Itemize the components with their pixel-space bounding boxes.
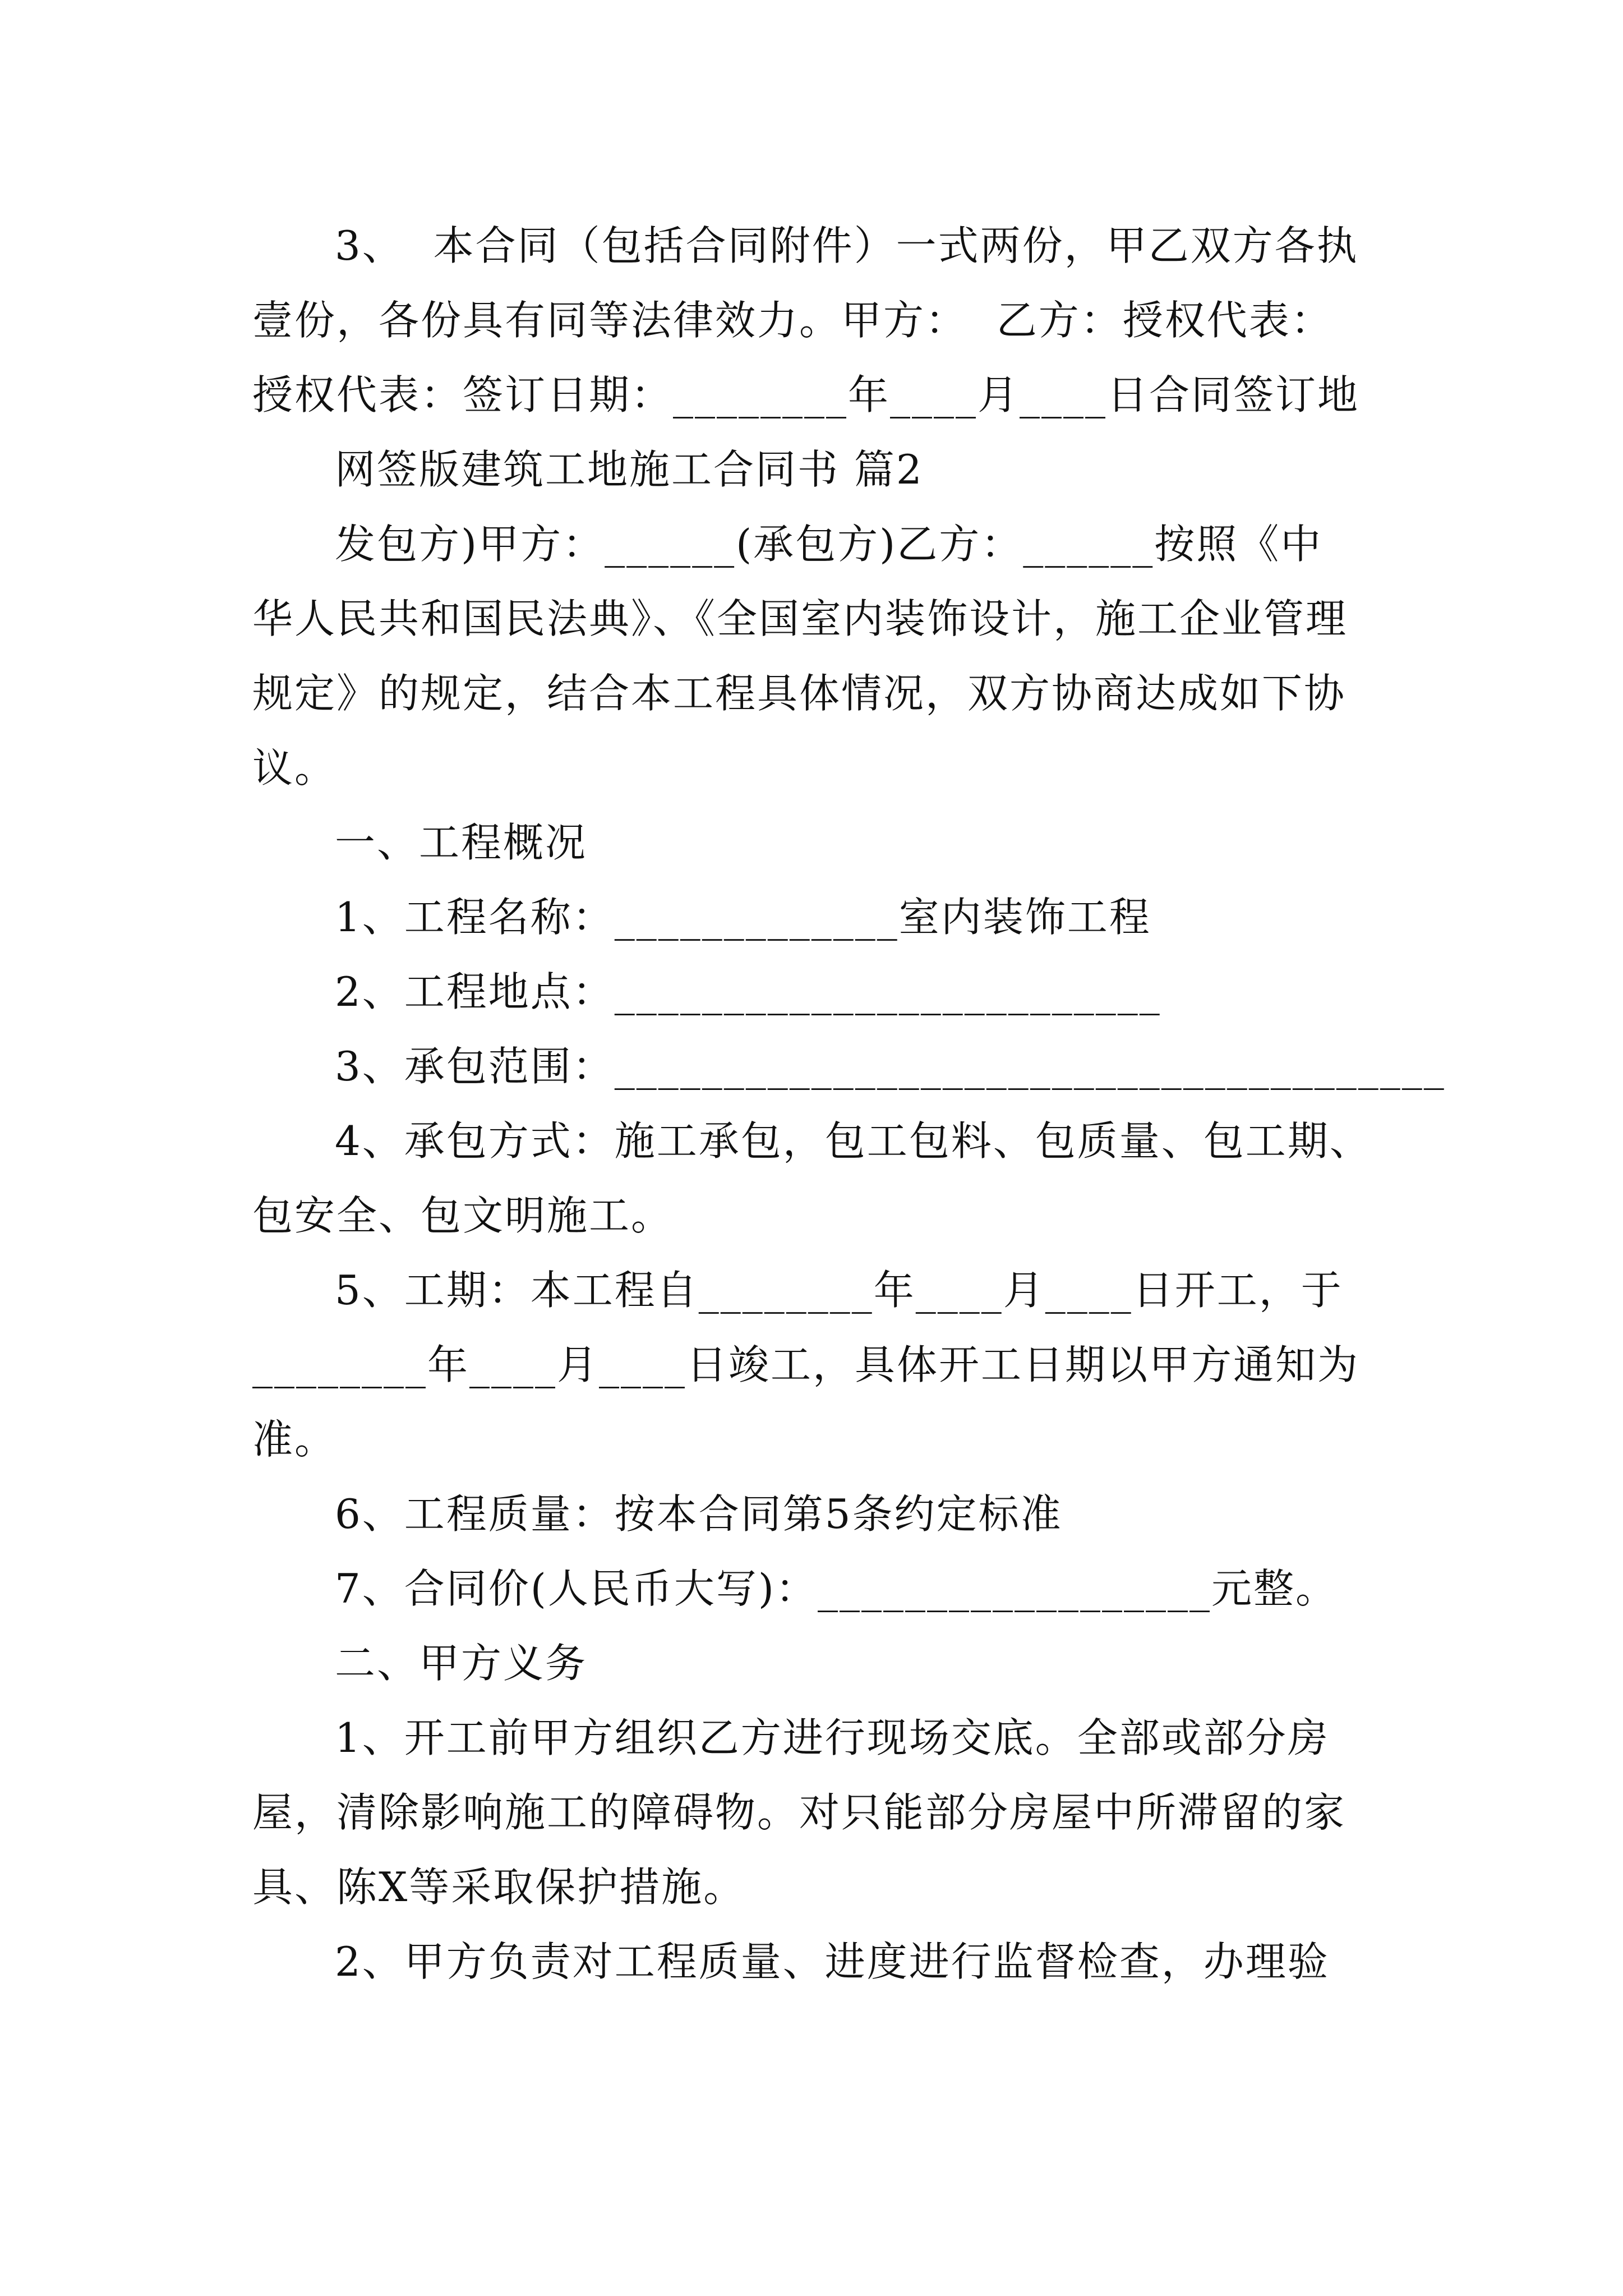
text-line-21: 1、开工前甲方组织乙方进行现场交底。全部或部分房: [335, 1714, 1330, 1761]
text-line-3: 授权代表：签订日期：________年____月____日合同签订地: [252, 371, 1360, 418]
text-line-7: 规定》的规定，结合本工程具体情况，双方协商达成如下协: [252, 670, 1347, 717]
text-line-2: 壹份，各份具有同等法律效力。甲方： 乙方：授权代表：: [252, 297, 1333, 344]
text-line-16: ________年____月____日竣工，具体开工日期以甲方通知为: [252, 1341, 1360, 1388]
text-line-11: 2、工程地点：_________________________: [335, 968, 1161, 1015]
text-line-19: 7、合同价(人民币大写)：__________________元整。: [335, 1565, 1338, 1612]
text-line-6: 华人民共和国民法典》、《全国室内装饰设计，施工企业管理: [252, 595, 1348, 642]
text-line-8: 议。: [252, 744, 337, 792]
heading-project-overview: 一、工程概况: [335, 819, 588, 866]
text-line-5: 发包方)甲方：______(承包方)乙方：______按照《中: [335, 521, 1323, 568]
text-line-24: 2、甲方负责对工程质量、进度进行监督检查，办理验: [335, 1938, 1330, 1985]
text-line-18: 6、工程质量：按本合同第5条约定标准: [335, 1490, 1063, 1538]
text-line-1: 3、 本合同（包括合同附件）一式两份，甲乙双方各执: [335, 222, 1359, 269]
text-line-22: 屋，清除影响施工的障碍物。对只能部分房屋中所滞留的家: [252, 1789, 1347, 1836]
text-line-14: 包安全、包文明施工。: [252, 1192, 674, 1239]
text-line-17: 准。: [252, 1416, 337, 1463]
section-title: 网签版建筑工地施工合同书 篇2: [335, 446, 924, 493]
text-line-23: 具、陈X等采取保护措施。: [252, 1864, 746, 1911]
text-line-10: 1、工程名称：_____________室内装饰工程: [335, 894, 1151, 941]
text-line-15: 5、工期：本工程自________年____月____日开工，于: [335, 1267, 1343, 1314]
heading-party-a-obligations: 二、甲方义务: [335, 1640, 588, 1687]
text-line-12: 3、承包范围：______________________________________: [335, 1043, 1446, 1090]
text-line-13: 4、承包方式：施工承包，包工包料、包质量、包工期、: [335, 1117, 1372, 1165]
